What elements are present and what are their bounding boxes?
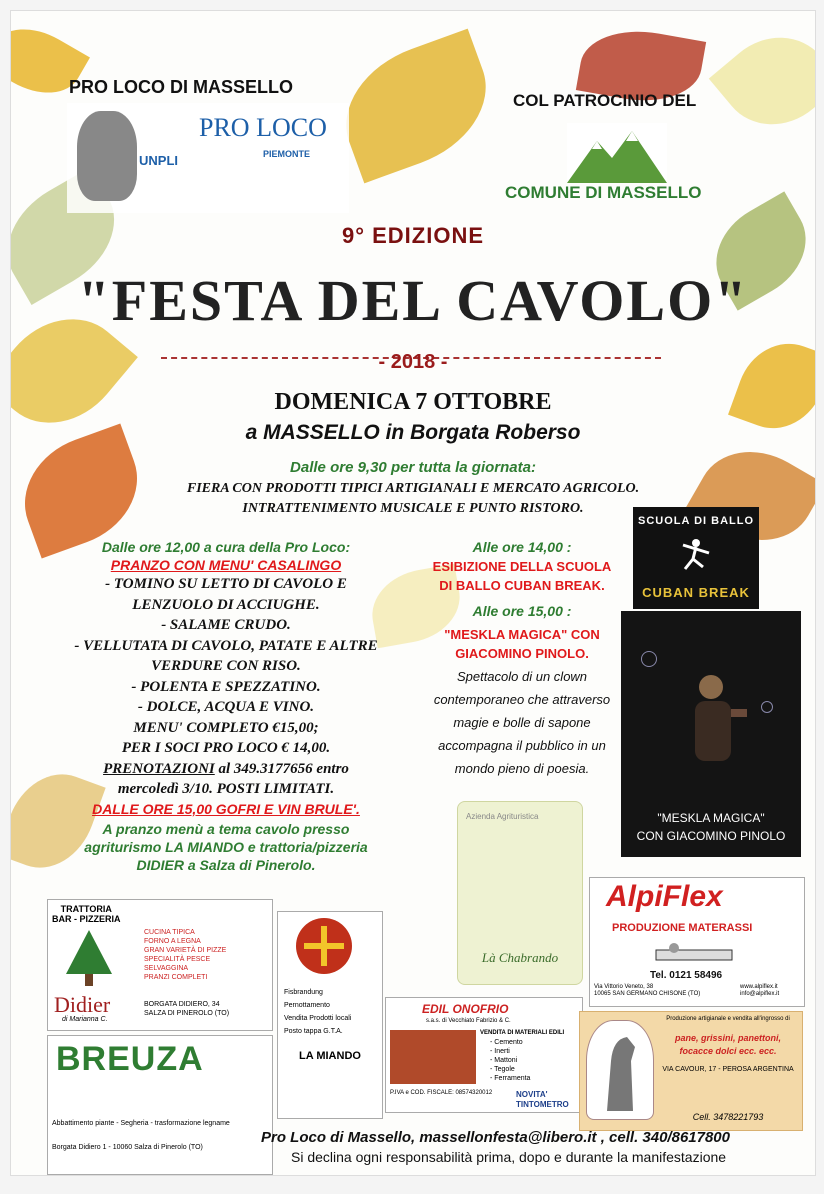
dance-logo-top: SCUOLA DI BALLO	[637, 515, 755, 527]
agri-line2: agriturismo LA MIANDO e trattoria/pizzeria	[84, 838, 368, 855]
menu-list	[49, 574, 403, 800]
dancer-icon	[679, 537, 713, 571]
dance-logo-bottom: CUBAN BREAK	[642, 585, 750, 600]
panetteria-cell: Cell. 3478221793	[692, 1112, 764, 1122]
leaf-decoration	[327, 29, 506, 184]
booking-line	[49, 759, 403, 780]
alpiflex-web: www.alpiflex.it info@alpiflex.it	[740, 984, 780, 997]
event-title: "FESTA DEL CAVOLO"	[77, 268, 749, 333]
edil-sub: s.a.s. di Vecchiato Fabrizio & C.	[426, 1018, 511, 1024]
show-desc-line: mondo pieno di poesia.	[454, 761, 590, 776]
agri-line3: DIDIER a Salza di Pinerolo.	[136, 856, 316, 873]
breuza-addr: Borgata Didiero 1 - 10060 Salza di Pinerolo (TO)	[52, 1144, 203, 1151]
miando-item: Pernottamento	[284, 1002, 330, 1009]
show-line2: GIACOMINO PINOLO.	[455, 646, 589, 661]
edil-item: - Inerti	[490, 1048, 510, 1055]
booking-rest: al 349.3177656 entro	[214, 760, 349, 777]
menu-item: - VELLUTATA DI CAVOLO, PATATE E ALTRE	[74, 637, 378, 654]
bed-icon	[654, 940, 734, 966]
event-location: a MASSELLO in Borgata Roberso	[245, 421, 581, 444]
dance-section	[407, 539, 637, 780]
proloco-logo-text: PRO LOCO	[199, 113, 327, 142]
occitan-cross-icon	[294, 916, 354, 976]
horse-icon	[586, 1020, 654, 1120]
panetteria-ad	[579, 1011, 803, 1131]
event-year: - 2018 -	[378, 351, 448, 373]
miando-item: Posto tappa G.T.A.	[284, 1028, 343, 1035]
didier-item: SELVAGGINA	[144, 965, 189, 972]
didier-item: SPECIALITÀ PESCE	[144, 956, 211, 963]
footer-disclaimer: Si declina ogni responsabilità prima, dopo e durante la manifestazione	[291, 1149, 727, 1165]
morning-line1: FIERA CON PRODOTTI TIPICI ARTIGIANALI E MERCATO AGRICOLO.	[186, 481, 640, 496]
show-desc-line: accompagna il pubblico in un	[438, 738, 606, 753]
edition-label: 9° EDIZIONE	[341, 223, 485, 248]
edil-item: - Cemento	[490, 1039, 523, 1046]
didier-item: CUCINA TIPICA	[144, 929, 195, 936]
clown-figure-icon	[681, 671, 751, 791]
alpiflex-ad	[589, 877, 805, 1007]
tree-icon	[64, 930, 114, 986]
didier-item: FORNO A LEGNA	[144, 938, 201, 945]
footer-contact: Pro Loco di Massello, massellonfesta@libero.it , cell. 340/8617800	[261, 1129, 730, 1146]
miando-name: LA MIANDO	[299, 1050, 361, 1062]
alpiflex-tel: Tel. 0121 58496	[650, 970, 723, 981]
didier-item: PRANZI COMPLETI	[144, 974, 208, 981]
proloco-title: PRO LOCO DI MASSELLO	[69, 77, 294, 97]
chabrando-name: Là Chabrando	[481, 950, 559, 965]
leaf-decoration	[709, 14, 816, 147]
alpiflex-sub: PRODUZIONE MATERASSI	[612, 922, 753, 934]
panetteria-items: pane, grissini, panettoni, focacce dolci ecc. ecc.	[674, 1033, 781, 1056]
breuza-line: Abbattimento piante - Segheria - trasformazione legname	[52, 1120, 230, 1127]
agri-line1: A pranzo menù a tema cavolo presso	[102, 820, 350, 837]
dance-line1: ESIBIZIONE DELLA SCUOLA	[432, 559, 612, 574]
edil-title: VENDITA DI MATERIALI EDILI	[480, 1030, 565, 1036]
panetteria-addr: VIA CAVOUR, 17 - PEROSA ARGENTINA	[662, 1066, 794, 1073]
edil-piva: P.IVA e COD. FISCALE: 08574320012	[390, 1090, 493, 1096]
menu-item: - DOLCE, ACQUA E VINO.	[137, 699, 315, 715]
mountain-logo-icon	[567, 123, 667, 183]
panetteria-head: Produzione artigianale e vendita all'ingrosso di	[666, 1016, 790, 1022]
menu-item: - SALAME CRUDO.	[161, 617, 291, 633]
event-date: DOMENICA 7 OTTOBRE	[274, 389, 552, 415]
edil-item: - Tegole	[490, 1066, 515, 1073]
menu-item: PER I SOCI PRO LOCO € 14,00.	[121, 740, 331, 756]
menu-item: - POLENTA E SPEZZATINO.	[131, 678, 321, 695]
patrocinio-label: COL PATROCINIO DEL	[513, 91, 697, 110]
show-desc-line: contemporaneo che attraverso	[433, 692, 611, 707]
menu-item: LENZUOLO DI ACCIUGHE.	[132, 596, 320, 613]
miando-item: Vendita Prodotti locali	[284, 1015, 352, 1022]
booking-line2: mercoledì 3/10. POSTI LIMITATI.	[117, 781, 335, 797]
didier-sub: di Marianna C.	[62, 1016, 108, 1023]
proloco-logo	[67, 103, 349, 213]
chabrando-head: Azienda Agrituristica	[466, 812, 539, 821]
breuza-name: BREUZA	[56, 1040, 204, 1078]
comune-label: COMUNE DI MASSELLO	[505, 183, 702, 202]
photo-caption2: CON GIACOMINO PINOLO	[636, 829, 786, 843]
lunch-time: Dalle ore 12,00 a cura della Pro Loco:	[101, 539, 351, 555]
truck-photo	[390, 1030, 476, 1084]
poster	[10, 10, 816, 1176]
miando-item: Fisbrandung	[284, 989, 323, 996]
menu-item: VERDURE CON RISO.	[151, 658, 301, 674]
show-desc-line: Spettacolo di un clown	[456, 669, 588, 684]
piemonte-label: PIEMONTE	[263, 149, 311, 159]
donkey-logo-icon	[77, 111, 137, 201]
didier-name: Didier	[54, 992, 111, 1017]
didier-item: GRAN VARIETÀ DI PIZZE	[144, 947, 227, 954]
show-line1: "MESKLA MAGICA" CON	[444, 627, 600, 642]
dance-time: Alle ore 14,00 :	[472, 539, 572, 555]
unpli-label: UNPLI	[139, 153, 178, 168]
miando-ad	[277, 911, 383, 1119]
morning-time: Dalle ore 9,30 per tutta la giornata:	[290, 459, 536, 476]
edil-ad	[385, 997, 583, 1113]
lunch-column	[49, 539, 403, 873]
morning-line2: INTRATTENIMENTO MUSICALE E PUNTO RISTORO.	[242, 501, 584, 516]
menu-item: - TOMINO SU LETTO DI CAVOLO E	[105, 576, 347, 592]
dance-line2: DI BALLO CUBAN BREAK.	[439, 578, 605, 593]
edil-new: NOVITA' TINTOMETRO	[516, 1090, 569, 1109]
didier-ad	[47, 899, 273, 1031]
chabrando-ad	[457, 801, 583, 985]
bubble-icon	[761, 701, 773, 713]
bubble-icon	[641, 651, 657, 667]
edil-name: EDIL ONOFRIO	[422, 1002, 509, 1016]
breuza-ad	[47, 1035, 273, 1175]
edil-item: - Mattoni	[490, 1057, 518, 1064]
dance-school-logo	[633, 507, 759, 609]
menu-item: MENU' COMPLETO €15,00;	[133, 719, 319, 736]
show-photo	[621, 611, 801, 857]
alpiflex-addr: Via Vittorio Veneto, 38 10065 SAN GERMANO CHISONE (TO)	[594, 984, 701, 997]
edil-list	[490, 1038, 530, 1083]
didier-head: TRATTORIA BAR - PIZZERIA	[52, 904, 121, 924]
alpiflex-name: AlpiFlex	[606, 880, 723, 913]
photo-caption1: "MESKLA MAGICA"	[657, 811, 765, 825]
lunch-title: PRANZO CON MENU' CASALINGO	[110, 557, 342, 573]
gofri-line: DALLE ORE 15,00 GOFRI E VIN BRULE'.	[92, 800, 360, 817]
miando-list	[284, 988, 351, 1036]
didier-addr: BORGATA DIDIERO, 34 SALZA DI PINEROLO (TO)	[144, 1001, 230, 1017]
show-description	[407, 665, 637, 780]
show-desc-line: magie e bolle di sapone	[453, 715, 591, 730]
didier-menu	[144, 928, 226, 982]
edil-item: - Ferramenta	[490, 1075, 531, 1082]
show-time: Alle ore 15,00 :	[472, 603, 572, 619]
booking-bold: PRENOTAZIONI	[103, 760, 215, 777]
